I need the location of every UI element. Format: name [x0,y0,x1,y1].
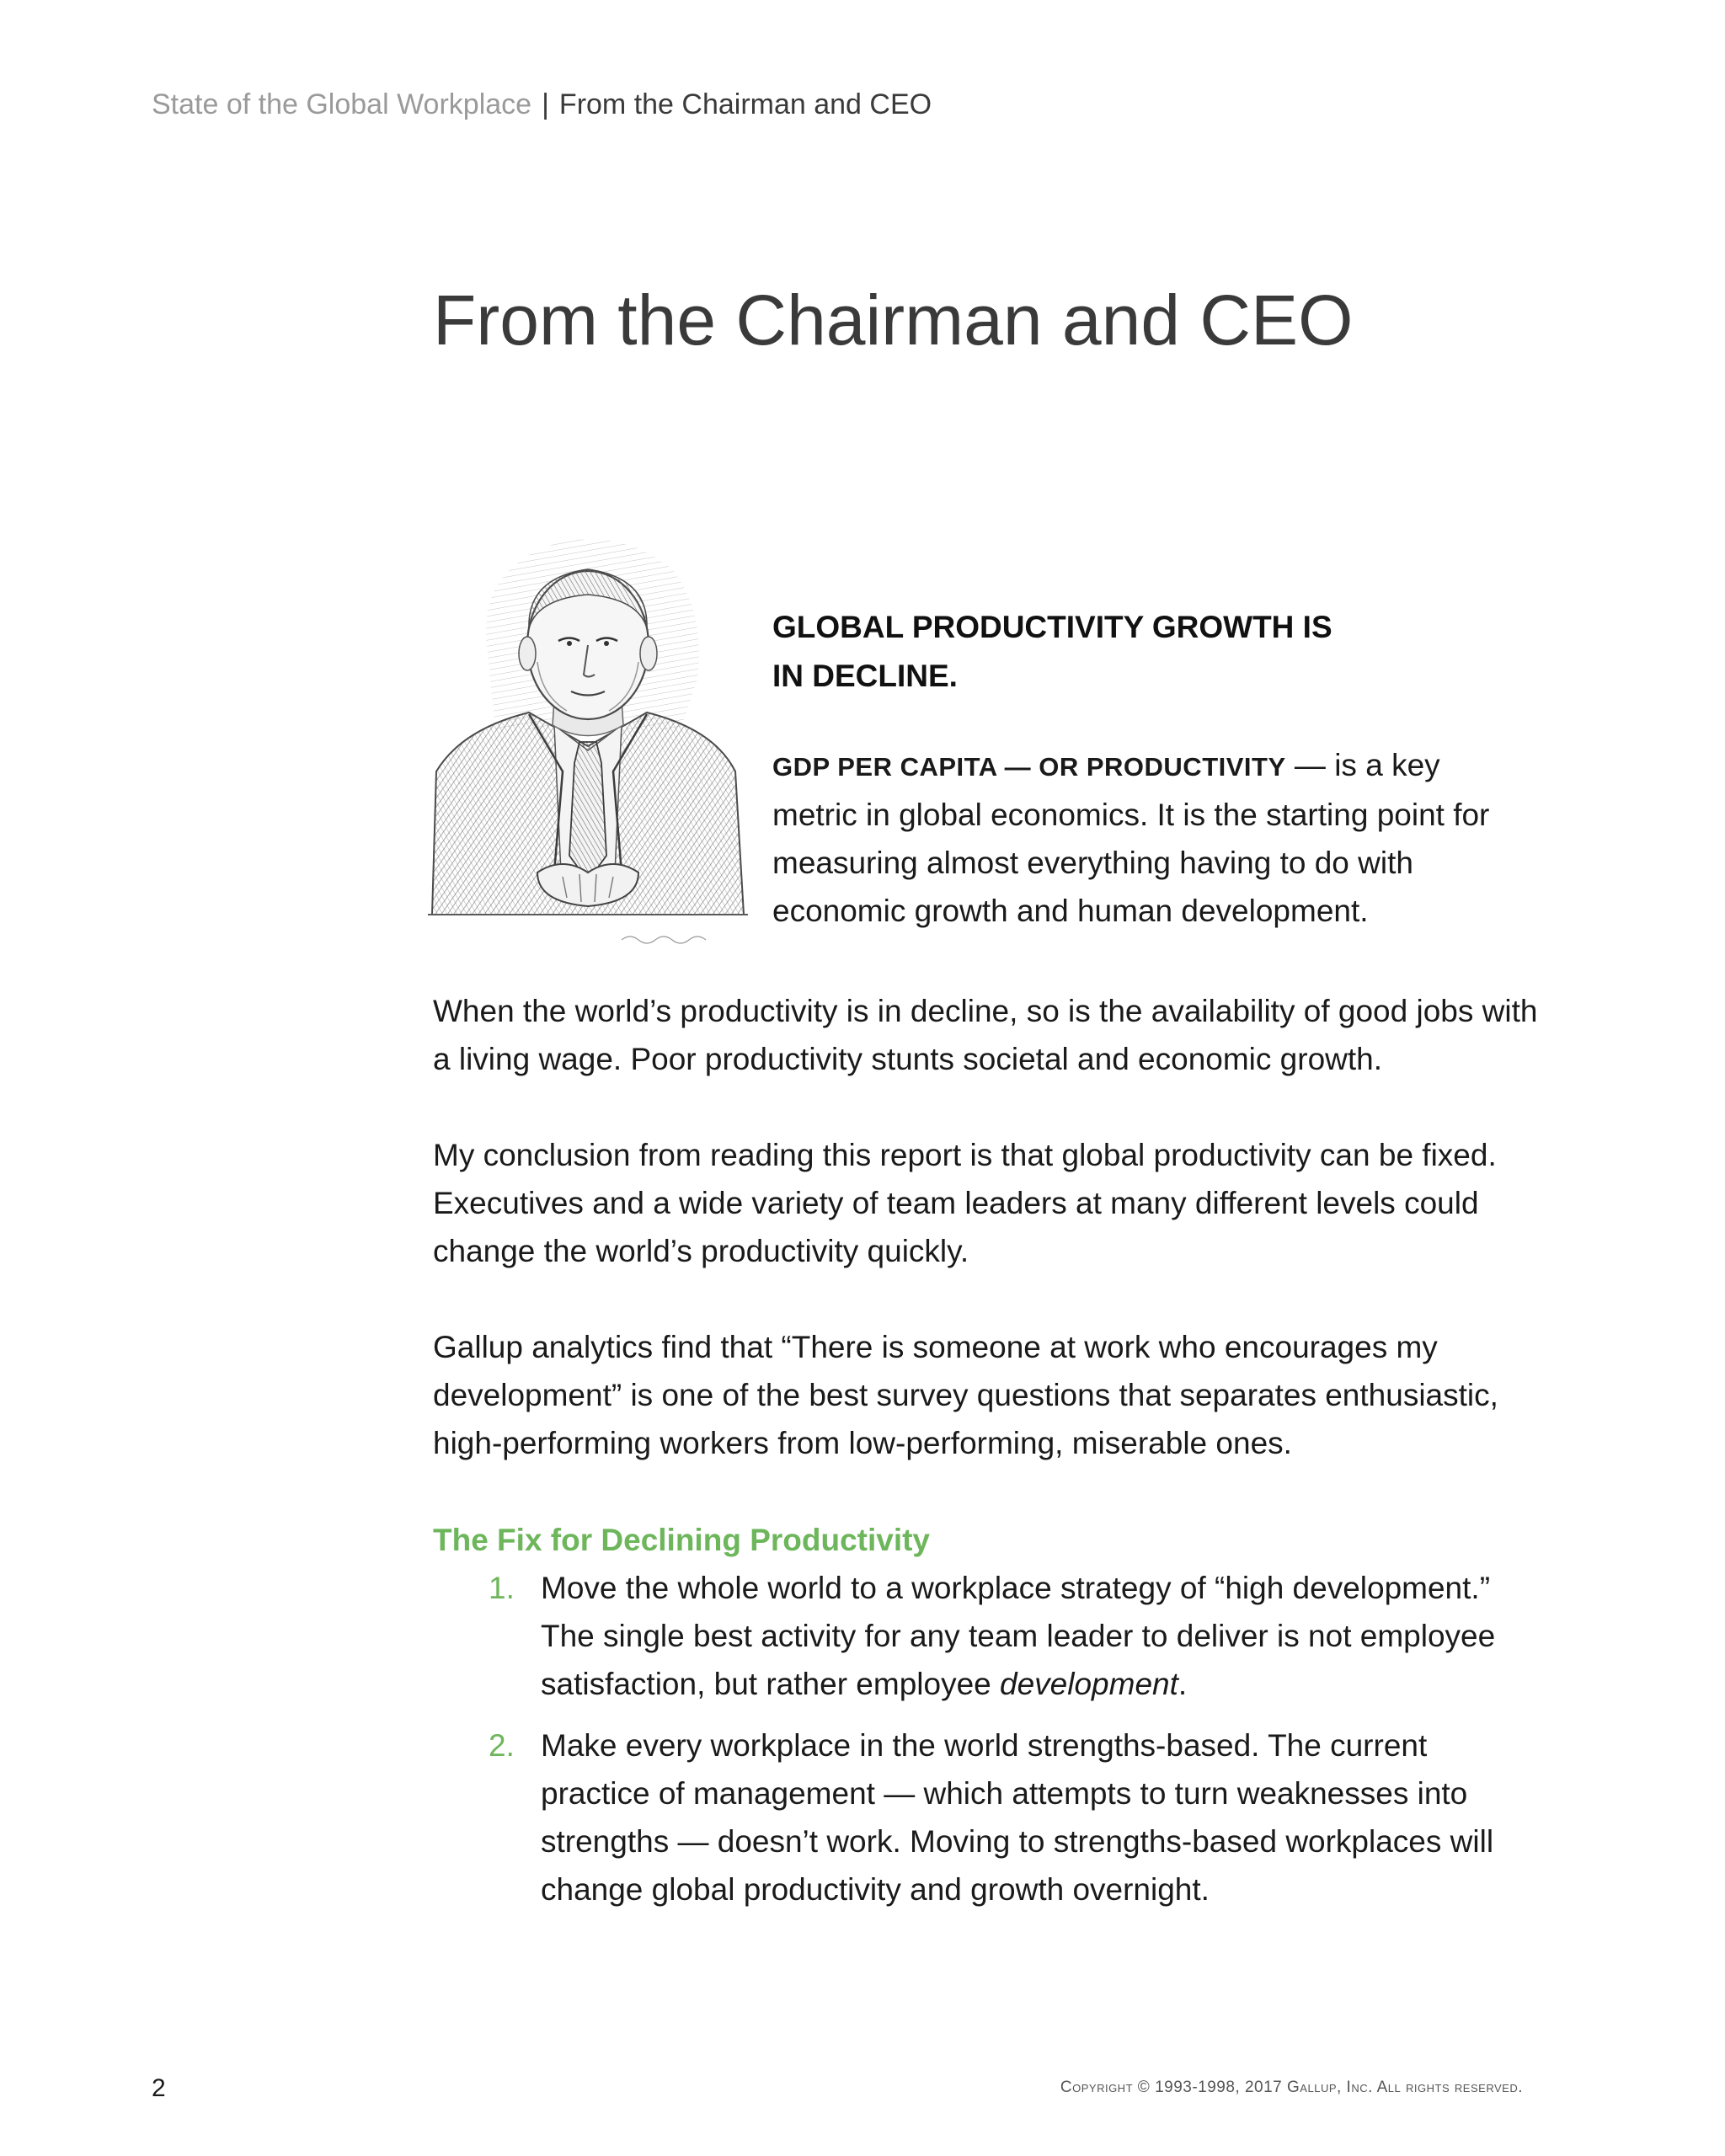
list-item-emphasis: development [1000,1667,1178,1701]
list-item-text: Move the whole world to a workplace strategy of “high development.” The single best activity for any team leader to deliver is not employee satisfaction, but rather employee [541,1571,1496,1701]
running-header-section: From the Chairman and CEO [558,88,932,120]
running-header-document: State of the Global Workplace [152,88,532,120]
intro-heading-line2: IN DECLINE. [772,659,958,693]
intro-heading [772,603,1530,701]
chairman-portrait-sketch [428,519,748,957]
list-item-text: Make every workplace in the world strengths-based. The current practice of management — which attempts to turn weaknesses into strengths — doesn’t work. Moving to strengths-based workplaces will change global productivity and growth overnight. [541,1728,1494,1907]
body-paragraph-3: Gallup analytics find that “There is someone at work who encourages my development” is one of the best survey questions that separates enthusiastic, high-performing workers from low-performing, miserable ones. [433,1330,1498,1460]
list-item [433,1721,1545,1913]
list-item [433,1564,1545,1708]
intro-lead-in: GDP PER CAPITA — OR PRODUCTIVITY [772,752,1286,782]
list-item-number: 1. [489,1571,515,1605]
intro-heading-line1: GLOBAL PRODUCTIVITY GROWTH IS [772,610,1332,644]
fix-section-heading: The Fix for Declining Productivity [433,1523,931,1557]
page-title: From the Chairman and CEO [433,280,1354,360]
running-header [152,88,932,121]
intro-paragraph [772,741,1530,935]
intro-block [772,603,1530,935]
running-header-separator: | [542,88,549,120]
page-number: 2 [152,2074,166,2102]
intro-text: — is a key metric in global economics. It is the starting point for measuring almost everything having to do with economic growth and human development. [772,748,1490,928]
fix-list [433,1564,1545,1927]
list-item-number: 2. [489,1728,515,1763]
copyright-notice: Copyright © 1993-1998, 2017 Gallup, Inc. All rights reserved. [1060,2079,1523,2096]
body-paragraph-2: My conclusion from reading this report is that global productivity can be fixed. Executives and a wide variety of team leaders at many different levels could change the world’s productivity quickly. [433,1138,1497,1268]
list-item-text-end: . [1178,1667,1188,1701]
body-paragraph-1: When the world’s productivity is in decline, so is the availability of good jobs with a living wage. Poor productivity stunts societal and economic growth. [433,994,1538,1076]
